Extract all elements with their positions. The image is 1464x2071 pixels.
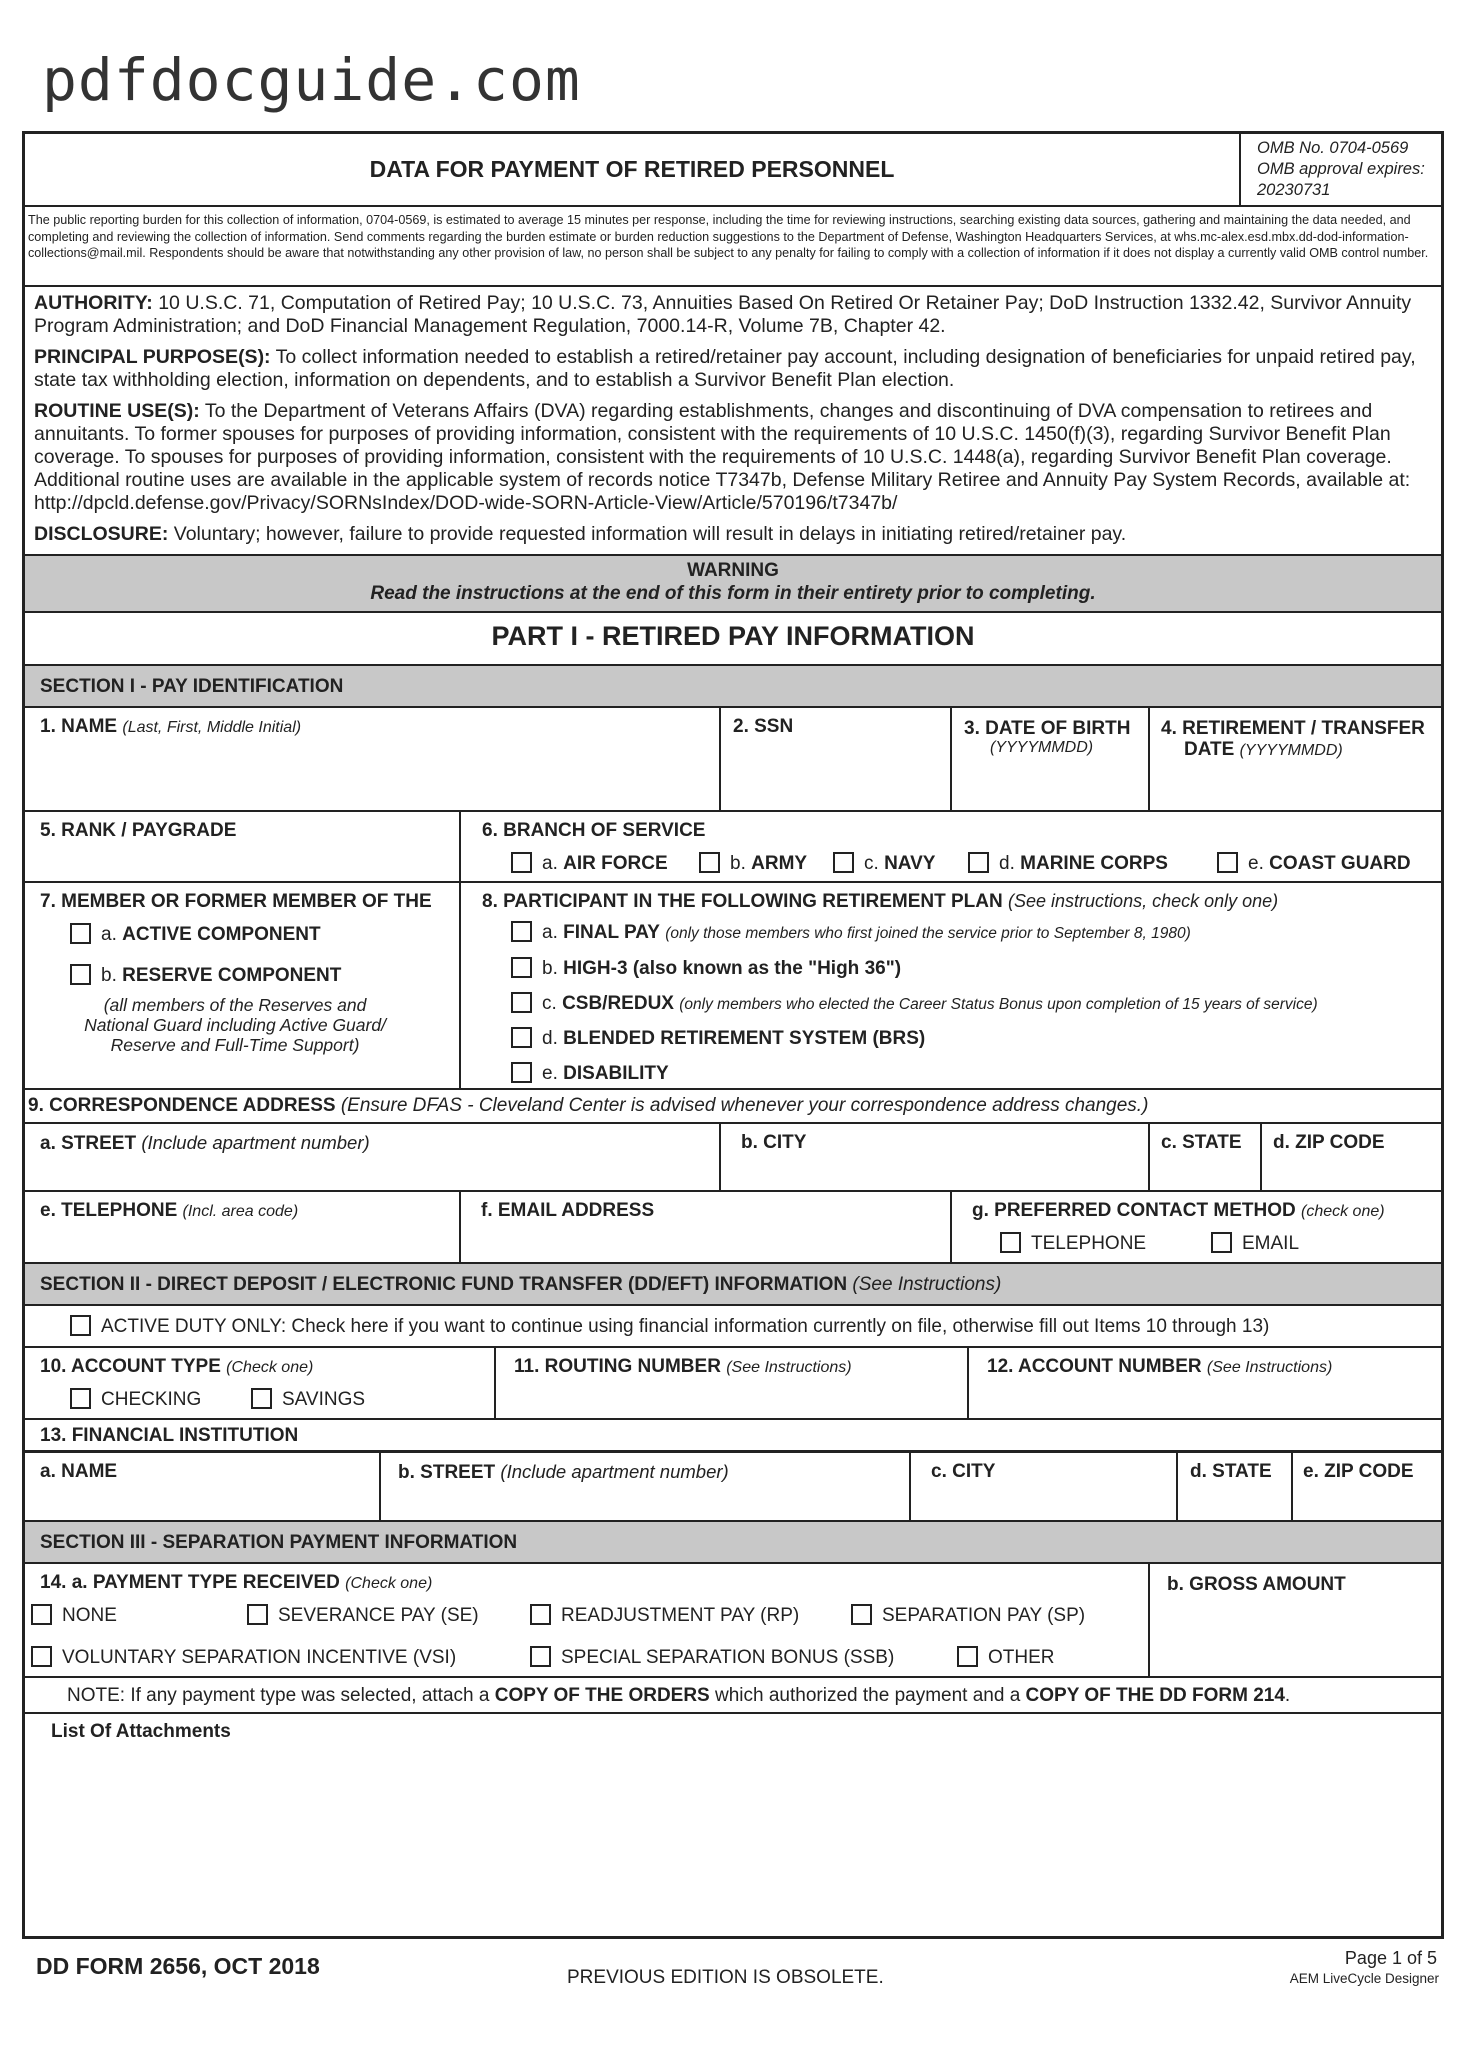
state-field[interactable] — [1150, 1124, 1262, 1190]
routing-number-hint: (See Instructions) — [726, 1359, 852, 1376]
branch-air-force[interactable]: a. AIR FORCE — [511, 852, 668, 875]
address-row — [25, 1122, 1441, 1192]
telephone-hint: (Incl. area code) — [182, 1203, 299, 1220]
bank-street-label: b. STREET — [398, 1462, 496, 1483]
account-type-field — [25, 1348, 496, 1418]
checkbox-disability[interactable] — [511, 1062, 532, 1083]
section-three-header — [25, 1522, 1441, 1564]
checkbox-active-duty[interactable] — [70, 1315, 91, 1336]
preferred-contact-hint: (check one) — [1300, 1203, 1385, 1220]
account-number-hint: (See Instructions) — [1206, 1359, 1333, 1376]
account-number-label: 12. ACCOUNT NUMBER — [987, 1356, 1202, 1377]
city-label: b. CITY — [741, 1132, 807, 1153]
active-duty-row — [25, 1306, 1441, 1348]
bank-zip-field[interactable] — [1293, 1453, 1441, 1520]
account-checking[interactable]: CHECKING — [70, 1388, 201, 1411]
checkbox-navy[interactable] — [833, 852, 854, 873]
component-active[interactable]: a. ACTIVE COMPONENT — [70, 923, 321, 946]
section-one-header — [25, 666, 1441, 708]
telephone-label: e. TELEPHONE — [40, 1200, 178, 1221]
routine-use-label: ROUTINE USE(S): — [34, 400, 200, 422]
payment-separation[interactable]: SEPARATION PAY (SP) — [851, 1604, 1085, 1627]
identification-row — [25, 708, 1441, 812]
dd-form-2656 — [22, 131, 1444, 1939]
branch-coast-guard[interactable]: e. COAST GUARD — [1217, 852, 1411, 875]
street-hint: (Include apartment number) — [141, 1132, 370, 1153]
payment-readjustment[interactable]: READJUSTMENT PAY (RP) — [530, 1604, 799, 1627]
checkbox-air-force[interactable] — [511, 852, 532, 873]
checkbox-csb-redux[interactable] — [511, 992, 532, 1013]
warning-text: Read the instructions at the end of this form in their entirety prior to completing. — [370, 583, 1096, 604]
checkbox-contact-telephone[interactable] — [1000, 1232, 1021, 1253]
financial-institution-row — [25, 1452, 1441, 1522]
retirement-date-label: 4. RETIREMENT / TRANSFER — [1161, 718, 1425, 739]
telephone-field[interactable] — [25, 1192, 461, 1262]
section-three-title: SECTION III - SEPARATION PAYMENT INFORMATION — [40, 1532, 518, 1553]
checkbox-separation[interactable] — [851, 1604, 872, 1625]
financial-institution-label: 13. FINANCIAL INSTITUTION — [40, 1425, 299, 1446]
omb-box — [1239, 134, 1425, 205]
checkbox-readjustment[interactable] — [530, 1604, 551, 1625]
checkbox-savings[interactable] — [251, 1388, 272, 1409]
checkbox-severance[interactable] — [247, 1604, 268, 1625]
state-label: c. STATE — [1161, 1132, 1242, 1153]
checkbox-active-component[interactable] — [70, 923, 91, 944]
omb-expires-label: OMB approval expires: — [1257, 160, 1425, 178]
attachments-field[interactable] — [25, 1714, 1441, 1936]
omb-expires-date: 20230731 — [1257, 181, 1331, 199]
account-savings[interactable]: SAVINGS — [251, 1388, 365, 1411]
disclosure-text: Voluntary; however, failure to provide requested information will result in delays in initiating retired/retainer pay. — [168, 523, 1127, 545]
payment-ssb[interactable]: SPECIAL SEPARATION BONUS (SSB) — [530, 1646, 894, 1669]
bank-state-field[interactable] — [1178, 1453, 1293, 1520]
payment-vsi[interactable]: VOLUNTARY SEPARATION INCENTIVE (VSI) — [31, 1646, 456, 1669]
zip-label: d. ZIP CODE — [1273, 1132, 1385, 1153]
account-row — [25, 1348, 1441, 1420]
payment-severance[interactable]: SEVERANCE PAY (SE) — [247, 1604, 479, 1627]
active-duty-option[interactable]: ACTIVE DUTY ONLY: Check here if you want to continue using financial information currently on file, otherwise fill out Items 10 through 13) — [70, 1315, 1269, 1338]
branch-marine-corps[interactable]: d. MARINE CORPS — [968, 852, 1168, 875]
ssn-field[interactable] — [721, 708, 952, 810]
section-two-title: SECTION II - DIRECT DEPOSIT / ELECTRONIC FUND TRANSFER (DD/EFT) INFORMATION — [40, 1274, 848, 1295]
section-two-header — [25, 1264, 1441, 1306]
warning-title: WARNING — [687, 560, 779, 581]
branch-navy[interactable]: c. NAVY — [833, 852, 935, 875]
payment-type-row — [25, 1564, 1441, 1678]
bank-state-label: d. STATE — [1190, 1461, 1272, 1482]
branch-army[interactable]: b. ARMY — [699, 852, 807, 875]
checkbox-contact-email[interactable] — [1211, 1232, 1232, 1253]
street-field[interactable] — [25, 1124, 721, 1190]
purpose-text: To collect information needed to establish a retired/retainer pay account, including designation of beneficiaries for unpaid retired pay, state tax withholding election, information on dependents, and to establish a Survivor Benefit Plan election. — [34, 346, 1416, 391]
checkbox-other[interactable] — [957, 1646, 978, 1667]
plan-csb-redux[interactable]: c. CSB/REDUX (only members who elected the Career Status Bonus upon completion of 15 years of service) — [511, 992, 1318, 1015]
authority-paragraph — [34, 292, 1433, 338]
name-field[interactable] — [25, 708, 721, 810]
checkbox-marine-corps[interactable] — [968, 852, 989, 873]
form-title: DATA FOR PAYMENT OF RETIRED PERSONNEL — [369, 156, 895, 182]
section-two-hint: (See Instructions) — [852, 1274, 1002, 1295]
correspondence-hint: (Ensure DFAS - Cleveland Center is advised whenever your correspondence address changes.) — [340, 1095, 1149, 1116]
bank-zip-label: e. ZIP CODE — [1303, 1461, 1414, 1482]
contact-email[interactable]: EMAIL — [1211, 1232, 1299, 1255]
preferred-contact-label: g. PREFERRED CONTACT METHOD — [972, 1200, 1296, 1221]
part-one-title: PART I - RETIRED PAY INFORMATION — [25, 613, 1441, 666]
privacy-act-statement — [25, 287, 1441, 556]
financial-institution-header — [25, 1420, 1441, 1452]
gross-amount-field[interactable] — [1150, 1564, 1441, 1676]
correspondence-label: 9. CORRESPONDENCE ADDRESS — [28, 1095, 336, 1116]
branch-label: 6. BRANCH OF SERVICE — [482, 820, 706, 841]
bank-name-field[interactable] — [25, 1453, 381, 1520]
checkbox-final-pay[interactable] — [511, 921, 532, 942]
account-number-field[interactable] — [969, 1348, 1441, 1418]
form-number: DD FORM 2656, OCT 2018 — [36, 1953, 320, 1979]
omb-number: OMB No. 0704-0569 — [1257, 139, 1409, 157]
account-type-hint: (Check one) — [226, 1359, 314, 1376]
checkbox-vsi[interactable] — [31, 1646, 52, 1667]
bank-city-label: c. CITY — [931, 1461, 996, 1482]
rank-field[interactable] — [25, 812, 461, 881]
bank-name-label: a. NAME — [40, 1461, 118, 1482]
rank-branch-row — [25, 812, 1441, 883]
section-one-title: SECTION I - PAY IDENTIFICATION — [40, 676, 344, 697]
form-header — [25, 134, 1441, 207]
payment-other[interactable]: OTHER — [957, 1646, 1055, 1669]
checkbox-army[interactable] — [699, 852, 720, 873]
purpose-label: PRINCIPAL PURPOSE(S): — [34, 346, 271, 368]
checkbox-high-3[interactable] — [511, 957, 532, 978]
checkbox-ssb[interactable] — [530, 1646, 551, 1667]
retirement-date-label-2: DATE — [1184, 739, 1235, 760]
ssn-label: 2. SSN — [733, 716, 794, 737]
gross-amount-label: b. GROSS AMOUNT — [1167, 1574, 1346, 1595]
plan-high-3[interactable]: b. HIGH-3 (also known as the "High 36") — [511, 957, 901, 980]
previous-edition-note: PREVIOUS EDITION IS OBSOLETE. — [567, 1967, 884, 1988]
attachments-label: List Of Attachments — [51, 1721, 231, 1742]
component-reserve[interactable]: b. RESERVE COMPONENT — [70, 964, 341, 987]
checkbox-checking[interactable] — [70, 1388, 91, 1409]
rank-label: 5. RANK / PAYGRADE — [40, 820, 237, 841]
email-field[interactable] — [461, 1192, 952, 1262]
routine-use-text: To the Department of Veterans Affairs (DVA) regarding establishments, changes and discontinuing of DVA compensation to retirees and annuitants. To former spouses for purposes of providing information, consistent with the requirements of 10 U.S.C. 1450(f)(3), regarding Survivor Benefit Plan coverage. To spouses for purposes of providing information, consistent with the requirements of 10 U.S.C. 1448(a), regarding Survivor Benefit Plan coverage. Additional routine uses are available in the applicable system of records notice T7347b, Defense Military Retiree and Annuity Pay System Records, available at: http://dpcld.defense.gov/Privacy/SORNsIndex/DOD-wide-SORN-Article-View/Article/570196/t7347b/ — [34, 400, 1411, 514]
checkbox-coast-guard[interactable] — [1217, 852, 1238, 873]
payment-type-field — [25, 1564, 1150, 1676]
component-plan-row — [25, 883, 1441, 1090]
attachment-note: NOTE: If any payment type was selected, attach a COPY OF THE ORDERS which authorized the payment and a COPY OF THE DD FORM 214. — [25, 1678, 1441, 1714]
disclosure-label: DISCLOSURE: — [34, 523, 169, 545]
routing-number-label: 11. ROUTING NUMBER — [514, 1356, 721, 1377]
purpose-paragraph — [34, 346, 1433, 392]
authority-label: AUTHORITY: — [34, 292, 153, 314]
bank-city-field[interactable] — [911, 1453, 1178, 1520]
burden-statement: The public reporting burden for this collection of information, 0704-0569, is estimated to average 15 minutes per response, including the time for reviewing instructions, searching existing data sources, gathering and maintaining the data needed, and completing and reviewing the collection of information. Send comments regarding the burden estimate or burden reduction suggestions to the Department of Defense, Washington Headquarters Services, at whs.mc-alex.esd.mbx.dd-dod-information-collections@mail.mil. Respondents should be aware that notwithstanding any other provision of law, no person shall be subject to any penalty for failing to comply with a collection of information if it does not display a currently valid OMB control number. — [25, 207, 1441, 287]
date-of-birth-hint: (YYYYMMDD) — [990, 739, 1094, 756]
payment-none[interactable]: NONE — [31, 1604, 117, 1627]
date-of-birth-field[interactable] — [952, 708, 1150, 810]
checkbox-none[interactable] — [31, 1604, 52, 1625]
plan-final-pay[interactable]: a. FINAL PAY (only those members who first joined the service prior to September 8, 1980) — [511, 921, 1191, 944]
contact-telephone[interactable]: TELEPHONE — [1000, 1232, 1146, 1255]
watermark: pdfdocguide.com — [42, 46, 581, 114]
routing-number-field[interactable] — [496, 1348, 969, 1418]
bank-street-field[interactable] — [381, 1453, 911, 1520]
preferred-contact-field — [952, 1192, 1441, 1262]
bank-street-hint: (Include apartment number) — [500, 1461, 729, 1482]
contact-row — [25, 1192, 1441, 1264]
retirement-plan-hint: (See instructions, check only one) — [1008, 891, 1279, 911]
retirement-date-field[interactable] — [1150, 708, 1441, 810]
checkbox-reserve-component[interactable] — [70, 964, 91, 985]
account-type-label: 10. ACCOUNT TYPE — [40, 1356, 221, 1377]
correspondence-header — [25, 1090, 1441, 1122]
retirement-plan-label: 8. PARTICIPANT IN THE FOLLOWING RETIREMENT PLAN — [482, 891, 1003, 912]
date-of-birth-label: 3. DATE OF BIRTH — [964, 718, 1131, 739]
component-label: 7. MEMBER OR FORMER MEMBER OF THE — [40, 891, 432, 912]
warning-box — [25, 556, 1441, 613]
city-field[interactable] — [721, 1124, 1150, 1190]
zip-field[interactable] — [1262, 1124, 1441, 1190]
authority-text: 10 U.S.C. 71, Computation of Retired Pay; 10 U.S.C. 73, Annuities Based On Retired Or Retainer Pay; DoD Instruction 1332.42, Survivor Annuity Program Administration; and DoD Financial Management Regulation, 7000.14-R, Volume 7B, Chapter 42. — [34, 292, 1412, 337]
payment-type-hint: (Check one) — [345, 1575, 433, 1592]
routine-use-paragraph — [34, 400, 1433, 515]
name-hint: (Last, First, Middle Initial) — [122, 719, 302, 736]
disclosure-paragraph — [34, 523, 1433, 546]
plan-disability[interactable]: e. DISABILITY — [511, 1062, 669, 1085]
designer-credit: AEM LiveCycle Designer — [1289, 1971, 1439, 1986]
reserve-note: (all members of the Reserves and National Guard including Active Guard/ Reserve and Full-Time Support) — [84, 995, 386, 1055]
retirement-date-hint: (YYYYMMDD) — [1239, 742, 1343, 759]
payment-type-label: 14. a. PAYMENT TYPE RECEIVED — [40, 1572, 340, 1593]
page-number: Page 1 of 5 — [1344, 1948, 1437, 1968]
checkbox-brs[interactable] — [511, 1027, 532, 1048]
plan-brs[interactable]: d. BLENDED RETIREMENT SYSTEM (BRS) — [511, 1027, 925, 1050]
component-field — [25, 883, 461, 1088]
street-label: a. STREET — [40, 1133, 137, 1154]
name-label: 1. NAME — [40, 716, 118, 737]
email-label: f. EMAIL ADDRESS — [481, 1200, 655, 1221]
